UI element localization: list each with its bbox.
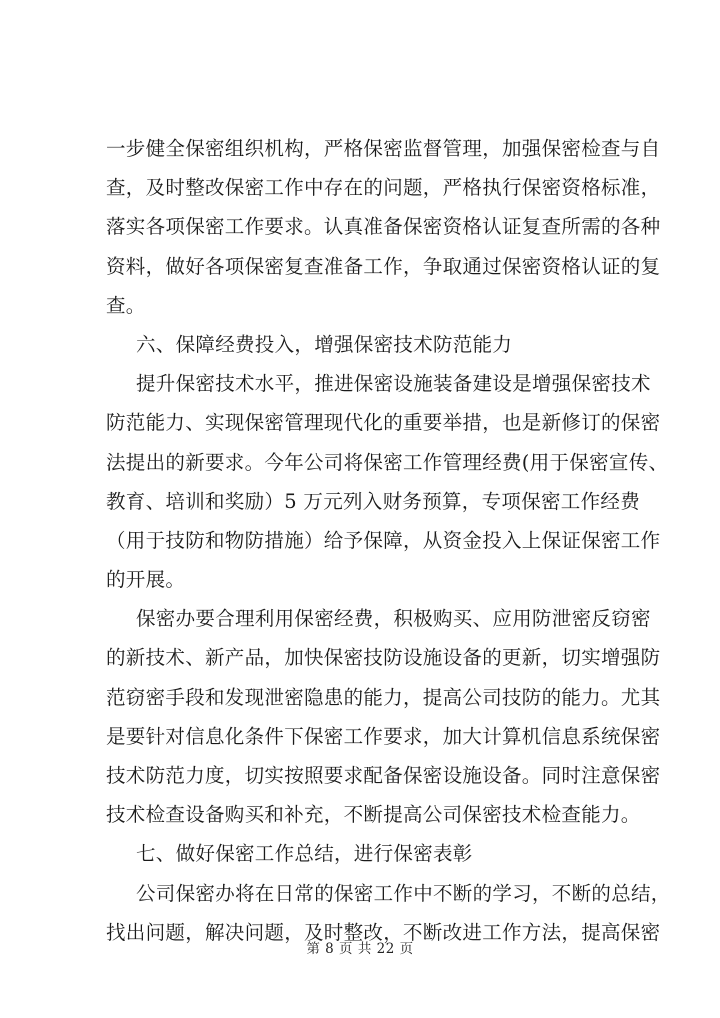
- text-line: 公司保密办将在日常的保密工作中不断的学习，不断的总结，: [136, 881, 671, 905]
- section-heading-six: 六、保障经费投入，增强保密技术防范能力: [136, 332, 513, 356]
- text-line: 保密办要合理利用保密经费，积极购买、应用防泄密反窃密: [136, 607, 651, 631]
- text-line: 技术防范力度，切实按照要求配备保密设施设备。同时注意保密: [106, 764, 661, 787]
- document-body: [106, 129, 671, 952]
- section-heading-seven: 七、做好保密工作总结，进行保密表彰: [136, 842, 473, 866]
- text-line: 法提出的新要求。今年公司将保密工作管理经费(用于保密宣传、: [106, 450, 669, 474]
- text-line: 查，及时整改保密工作中存在的问题，严格执行保密资格标准，: [106, 176, 661, 200]
- text-line: 落实各项保密工作要求。认真准备保密资格认证复查所需的各种: [106, 215, 661, 239]
- text-line: 是要针对信息化条件下保密工作要求，加大计算机信息系统保密: [106, 724, 661, 748]
- text-line: 查。: [106, 293, 146, 317]
- text-line: 提升保密技术水平，推进保密设施装备建设是增强保密技术: [136, 372, 651, 396]
- text-line: 的新技术、新产品，加快保密技防设施设备的更新，切实增强防: [106, 646, 661, 670]
- text-line: （用于技防和物防措施）给予保障，从资金投入上保证保密工作: [106, 528, 661, 552]
- text-line: 技术检查设备购买和补充，不断提高公司保密技术检查能力。: [106, 803, 641, 827]
- page-number-footer: 第 8 页 共 22 页: [306, 941, 414, 957]
- text-line: 资料，做好各项保密复查准备工作，争取通过保密资格认证的复: [106, 254, 661, 278]
- text-line: 范窃密手段和发现泄密隐患的能力，提高公司技防的能力。尤其: [106, 685, 661, 709]
- text-line: 防范能力、实现保密管理现代化的重要举措，也是新修订的保密: [106, 411, 661, 435]
- text-line: 的开展。: [106, 568, 186, 592]
- text-line: 找出问题，解决问题，及时整改，不断改进工作方法，提高保密: [106, 920, 661, 944]
- text-line: 一步健全保密组织机构，严格保密监督管理，加强保密检查与自: [106, 137, 661, 160]
- text-line: 教育、培训和奖励）5 万元列入财务预算，专项保密工作经费: [106, 489, 641, 513]
